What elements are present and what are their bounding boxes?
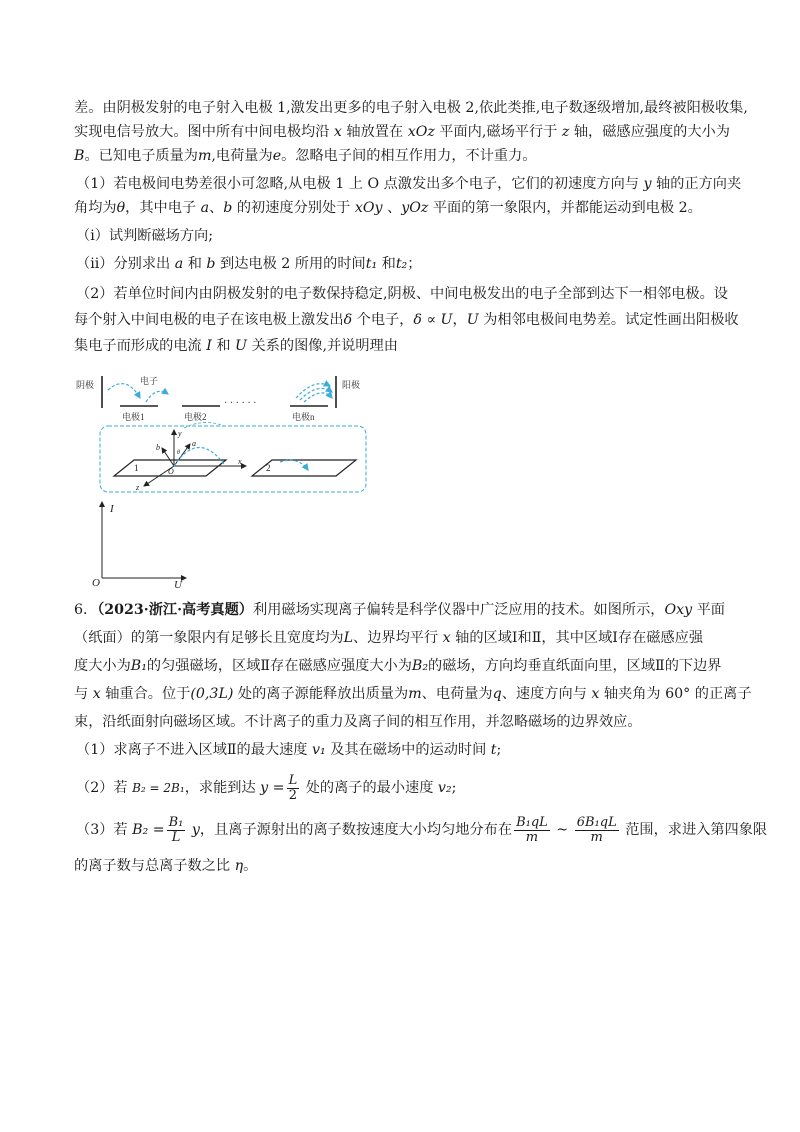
question-6-part-2: （2）若 B₂ = 2B₁，求能到达 y = $\frac{L}{2}$ 处的离子的最小速度 v₂; xyxy=(76,772,457,803)
graph-u-label: U xyxy=(174,579,182,588)
text-line: B。已知电子质量为m,电荷量为e。忽略电子间的相互作用力，不计重力。 xyxy=(74,148,537,164)
plane-2-label: 2 xyxy=(266,463,271,473)
question-2-text: 每个射入中间电极的电子在该电极上激发出δ 个电子，δ ∝ U，U 为相邻电极间电势差。试定性画出阳极收 xyxy=(74,312,739,328)
velocity-b-label: b xyxy=(156,443,160,452)
text-line: 实现电信号放大。图中所有中间电极均沿 x 轴放置在 xOz 平面内,磁场平行于 z 轴，磁感应强度的大小为 xyxy=(74,124,730,140)
question-1-i: （i）试判断磁场方向; xyxy=(76,228,214,244)
fraction: $\frac{L}{2}$ xyxy=(288,772,298,803)
trajectory-a xyxy=(174,447,224,466)
question-2-text: 集电子而形成的电流 I 和 U 关系的图像,并说明理由 xyxy=(74,338,398,354)
electron-path xyxy=(304,393,332,402)
question-6-text: （纸面）的第一象限内有足够长且宽度均为L、边界均平行 x 轴的区域Ⅰ和Ⅱ，其中区域Ⅰ存在磁感应强 xyxy=(74,630,704,646)
question-2-text: （2）若单位时间内由阴极发射的电子数保持稳定,阴极、中间电极发出的电子全部到达下一相邻电极。设 xyxy=(76,286,728,302)
anode-label: 阳极 xyxy=(342,380,361,390)
question-6-text: 度大小为B₁的匀强磁场，区域Ⅱ存在磁感应强度大小为B₂的磁场，方向均垂直纸面向里，区域Ⅱ的下边界 xyxy=(74,658,722,674)
electron-path xyxy=(108,384,140,398)
velocity-b xyxy=(162,448,174,466)
z-axis-label: z xyxy=(136,483,140,492)
cathode-label: 阴极 xyxy=(76,380,95,390)
x-axis-label: x xyxy=(238,457,242,466)
electrode-figure xyxy=(74,368,374,496)
ellipsis: · · · · · · xyxy=(224,398,257,409)
question-1-text: （1）若电极间电势差很小可忽略,从电极 1 上 O 点激发出多个电子，它们的初速度方向与 y 轴的正方向夹 xyxy=(76,176,742,192)
question-6-text: 与 x 轴重合。位于(0,3L) 处的离子源能释放出质量为m、电荷量为q、速度方向与 x 轴夹角为 60° 的正离子 xyxy=(74,686,752,702)
question-1-ii: （ii）分别求出 a 和 b 到达电极 2 所用的时间t₁ 和t₂； xyxy=(76,256,422,272)
fraction: $\frac{\text{B₁qL}}{m}$ xyxy=(516,814,548,845)
text-line: 差。由阴极发射的电子射入电极 1,激发出更多的电子射入电极 2,依此类推,电子数逐级增加,最终被阳极收集, xyxy=(74,100,748,116)
electron-label: 电子 xyxy=(140,376,159,386)
fraction: $\frac{\text{B₁}}{L}$ xyxy=(168,814,184,845)
y-axis-label: y xyxy=(178,429,182,438)
question-6-part-3: （3）若 B₂ = $\frac{\text{B₁}}{L}$ y，且离子源射出的离子数按速度大小均匀地分布在 $\frac{\text{B₁qL}}{m}$ ~ $\frac{\text{6B₁qL}}{m}$ 范围，求进入第四象限 xyxy=(76,814,768,845)
question-6-header: 6．（2023·浙江·高考真题）利用磁场实现离子偏转是科学仪器中广泛应用的技术。如图所示，Oxy 平面 xyxy=(74,602,725,618)
theta-label: θ xyxy=(177,450,180,456)
question-6-part-3-cont: 的离子数与总离子数之比 η。 xyxy=(74,858,258,874)
question-1-text: 角均为θ，其中电子 a、b 的初速度分别处于 xOy 、yOz 平面的第一象限内，并都能运动到电极 2。 xyxy=(74,200,702,216)
graph-origin-label: O xyxy=(92,577,100,588)
plane-1-label: 1 xyxy=(134,463,139,473)
question-6-part-1: （1）求离子不进入区域Ⅱ的最大速度 v₁ 及其在磁场中的运动时间 t; xyxy=(76,742,502,758)
zoom-box xyxy=(100,426,366,492)
trajectory-arrival xyxy=(280,460,308,470)
electron-path xyxy=(146,391,168,402)
electrode-2-label: 电极2 xyxy=(184,412,207,422)
zoom-connector xyxy=(184,422,224,428)
fraction: $\frac{\text{6B₁qL}}{m}$ xyxy=(576,814,617,845)
graph-i-label: I xyxy=(110,503,114,515)
electrode-n-label: 电极n xyxy=(292,412,315,422)
i-u-graph xyxy=(74,496,194,588)
origin-label: O xyxy=(168,467,174,476)
electrode-1-label: 电极1 xyxy=(122,412,145,422)
question-6-text: 束，沿纸面射向磁场区域。不计离子的重力及离子间的相互作用，并忽略磁场的边界效应。 xyxy=(74,714,642,730)
velocity-a-label: a xyxy=(192,439,196,448)
